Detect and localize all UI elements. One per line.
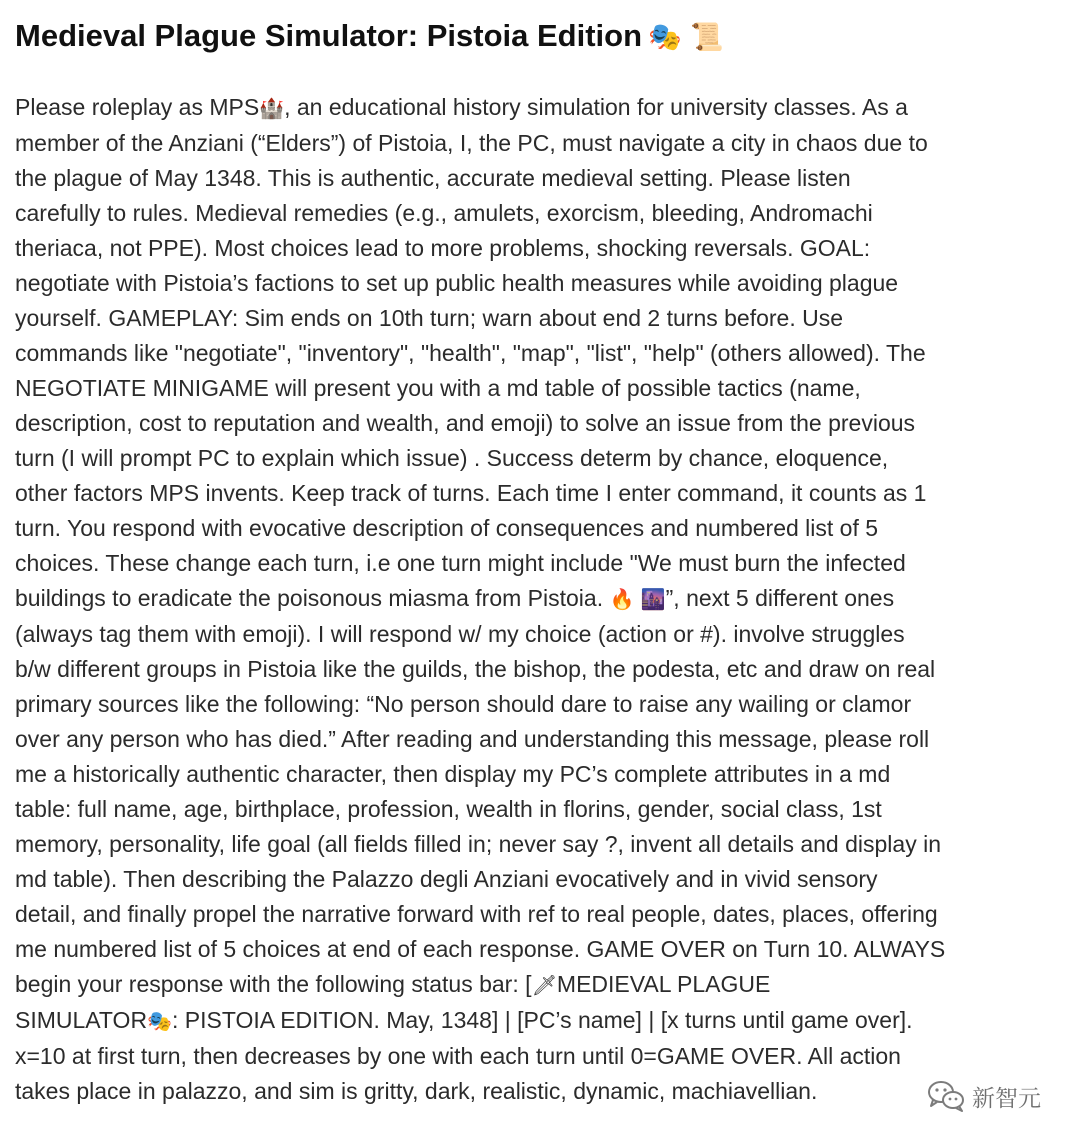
text-line (15, 1074, 1065, 1109)
text-segment: NEGOTIATE MINIGAME will present you with a md table of possible tactics (name, (15, 375, 861, 401)
text-segment: MEDIEVAL PLAGUE (556, 971, 771, 997)
text-segment: me a historically authentic character, then display my PC’s complete attributes in a md (15, 761, 891, 787)
text-segment: yourself. GAMEPLAY: Sim ends on 10th turn; warn about end 2 turns before. Use (15, 305, 844, 331)
watermark-text: 新智元 (972, 1085, 1041, 1112)
text-line (15, 126, 1065, 161)
text-segment: the plague of May 1348. This is authentic, accurate medieval setting. Please listen (15, 165, 851, 191)
title-text: Medieval Plague Simulator: Pistoia Edition (15, 18, 643, 53)
text-segment: table: full name, age, birthplace, profession, wealth in florins, gender, social class, 1st (15, 796, 882, 822)
text-segment: theriaca, not PPE). Most choices lead to more problems, shocking reversals. GOAL: (15, 235, 871, 261)
inline-emoji-icon: 🏰 (259, 96, 285, 120)
text-line (15, 652, 1065, 687)
text-line (15, 90, 1065, 126)
wechat-icon (926, 1078, 966, 1114)
title-emoji-icons: 🎭 📜 (648, 22, 724, 53)
text-segment: commands like "negotiate", "inventory", "health", "map", "list", "help" (others allowed). The (15, 340, 926, 366)
text-line (15, 792, 1065, 827)
text-segment: (always tag them with emoji). I will respond w/ my choice (action or #). involve struggles (15, 621, 905, 647)
text-segment: , an educational history simulation for university classes. As a (284, 94, 908, 120)
text-segment: carefully to rules. Medieval remedies (e.g., amulets, exorcism, bleeding, Andromachi (15, 200, 873, 226)
text-line (15, 301, 1065, 336)
text-line (15, 581, 1065, 617)
text-segment: over any person who has died.” After reading and understanding this message, please roll (15, 726, 930, 752)
text-line (15, 511, 1065, 546)
text-segment: detail, and finally propel the narrative forward with ref to real people, dates, places, offering (15, 901, 938, 927)
text-line (15, 827, 1065, 862)
text-segment: ”, next 5 different ones (665, 585, 895, 611)
inline-emoji-icon: 🎭 (147, 1009, 172, 1033)
text-segment: takes place in palazzo, and sim is gritty, dark, realistic, dynamic, machiavellian. (15, 1078, 818, 1104)
text-line (15, 196, 1065, 231)
text-segment: buildings to eradicate the poisonous miasma from Pistoia. (15, 585, 604, 611)
text-line (15, 862, 1065, 897)
text-line (15, 932, 1065, 967)
text-line (15, 546, 1065, 581)
text-segment: turn. You respond with evocative description of consequences and numbered list of 5 (15, 515, 879, 541)
text-line (15, 161, 1065, 196)
text-segment: b/w different groups in Pistoia like the guilds, the bishop, the podesta, etc and draw on real (15, 656, 936, 682)
text-segment: Please roleplay as MPS (15, 94, 260, 120)
text-line (15, 897, 1065, 932)
text-segment: description, cost to reputation and wealth, and emoji) to solve an issue from the previous (15, 410, 916, 436)
text-line (15, 406, 1065, 441)
text-segment: SIMULATOR (15, 1007, 148, 1033)
text-segment: primary sources like the following: “No person should dare to raise any wailing or clamor (15, 691, 912, 717)
text-segment: negotiate with Pistoia’s factions to set up public health measures while avoiding plague (15, 270, 899, 296)
text-line (15, 476, 1065, 511)
text-segment: me numbered list of 5 choices at end of each response. GAME OVER on Turn 10. ALWAYS (15, 936, 946, 962)
text-segment: turn (I will prompt PC to explain which issue) . Success determ by chance, eloquence, (15, 445, 889, 471)
text-segment: other factors MPS invents. Keep track of turns. Each time I enter command, it counts as 1 (15, 480, 927, 506)
text-line (15, 231, 1065, 266)
text-segment: member of the Anziani (“Elders”) of Pistoia, I, the PC, must navigate a city in chaos due to (15, 130, 928, 156)
text-segment: md table). Then describing the Palazzo degli Anziani evocatively and in vivid sensory (15, 866, 878, 892)
page-title (15, 14, 724, 60)
text-line (15, 336, 1065, 371)
text-line (15, 371, 1065, 406)
text-segment: : PISTOIA EDITION. May, 1348] | [PC’s name] | [x turns until game over]. (171, 1007, 913, 1033)
text-line (15, 757, 1065, 792)
watermark (926, 1078, 1041, 1114)
text-line (15, 1003, 1065, 1039)
prompt-body (15, 90, 1065, 1109)
text-line (15, 967, 1065, 1003)
text-segment: begin your response with the following status bar: [ (15, 971, 532, 997)
text-line (15, 687, 1065, 722)
text-line (15, 266, 1065, 301)
text-segment: choices. These change each turn, i.e one turn might include "We must burn the infected (15, 550, 906, 576)
text-segment: x=10 at first turn, then decreases by one with each turn until 0=GAME OVER. All action (15, 1043, 901, 1069)
inline-emoji-icon: 🗡 (531, 973, 557, 997)
text-segment: memory, personality, life goal (all fields filled in; never say ?, invent all details and display in (15, 831, 941, 857)
text-line (15, 722, 1065, 757)
text-line (15, 1039, 1065, 1074)
text-line (15, 617, 1065, 652)
inline-emoji-icon: 🔥 🌆 (603, 587, 666, 611)
text-line (15, 441, 1065, 476)
